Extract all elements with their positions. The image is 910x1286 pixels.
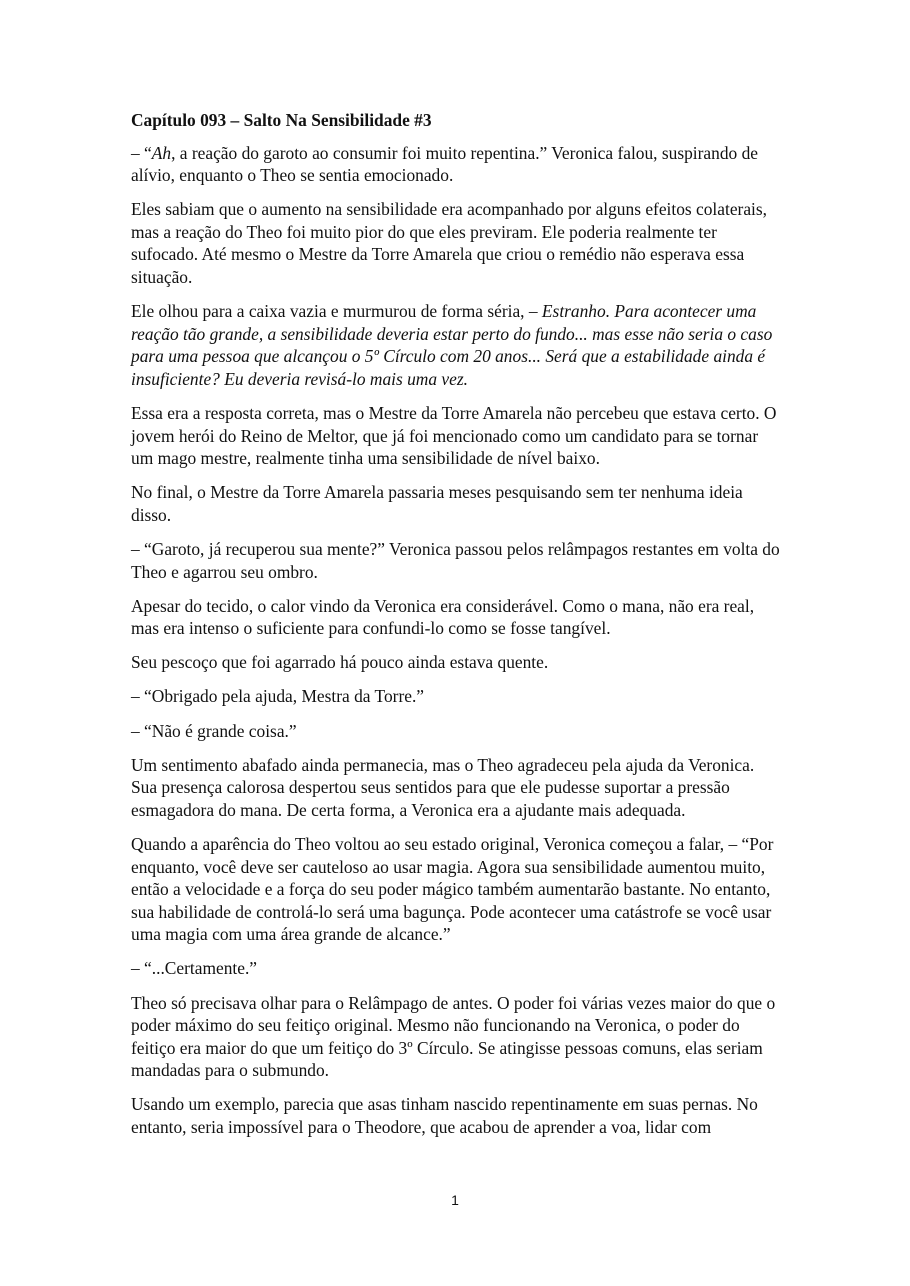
paragraph-4: Essa era a resposta correta, mas o Mestre da Torre Amarela não percebeu que estava certo. O jovem herói do Reino de Meltor, que já foi mencionado como um candidato para se tornar um mago mestre, realmente tinha uma sensibilidade de nível baixo.	[131, 403, 777, 469]
paragraph-5: No final, o Mestre da Torre Amarela passaria meses pesquisando sem ter nenhuma ideia disso.	[131, 482, 743, 525]
chapter-title: Capítulo 093 – Salto Na Sensibilidade #3	[131, 110, 432, 130]
narration-lead: Ele olhou para a caixa vazia e murmurou de forma séria, –	[131, 301, 542, 322]
paragraph-8: Seu pescoço que foi agarrado há pouco ainda estava quente.	[131, 652, 549, 673]
italic-thought: Estranho. Para acontecer uma reação tão grande, a sensibilidade deveria estar perto do fundo... mas esse não seria o caso para uma pessoa que alcançou o 5º Círculo com 20 anos... Será que a estabilidade ainda é insuficiente? Eu deveria revisá-lo mais uma vez.	[131, 301, 773, 389]
chapter-body	[131, 109, 783, 1150]
paragraph-2: Eles sabiam que o aumento na sensibilidade era acompanhado por alguns efeitos colaterais, mas a reação do Theo foi muito pior do que eles previram. Ele poderia realmente ter sufocado. Até mesmo o Mestre da Torre Amarela que criou o remédio não esperava essa situação.	[131, 199, 767, 288]
paragraph-15: Usando um exemplo, parecia que asas tinham nascido repentinamente em suas pernas. No entanto, seria impossível para o Theodore, que acabou de aprender a voa, lidar com	[131, 1094, 758, 1137]
paragraph-10: – “Não é grande coisa.”	[131, 720, 297, 741]
paragraph-7: Apesar do tecido, o calor vindo da Veronica era considerável. Como o mana, não era real, mas era intenso o suficiente para confundi-lo como se fosse tangível.	[131, 595, 755, 639]
paragraph-9: – “Obrigado pela ajuda, Mestra da Torre.”	[131, 686, 425, 707]
paragraph-12: Quando a aparência do Theo voltou ao seu estado original, Veronica começou a falar, – “Por enquanto, você deve ser cauteloso ao usar magia. Agora sua sensibilidade aumentou muito, então a velocidade e a força do seu poder mágico também aumentarão bastante. No entanto, sua habilidade de controlá-lo será uma bagunça. Pode acontecer uma catástrofe se você usar uma magia com uma área grande de alcance.”	[131, 833, 774, 945]
italic-interjection: Ah	[151, 142, 172, 163]
paragraph-1	[131, 142, 783, 187]
paragraph-6: – “Garoto, já recuperou sua mente?” Veronica passou pelos relâmpagos restantes em volta do Theo e agarrou seu ombro.	[131, 539, 780, 582]
page-number: 1	[451, 1192, 459, 1208]
dialogue-rest: , a reação do garoto ao consumir foi muito repentina.” Veronica falou, suspirando de alívio, enquanto o Theo se sentia emocionado.	[131, 142, 758, 186]
paragraph-14: Theo só precisava olhar para o Relâmpago de antes. O poder foi várias vezes maior do que o poder máximo do seu feitiço original. Mesmo não funcionando na Veronica, o poder do feitiço era maior do que um feitiço do 3º Círculo. Se atingisse pessoas comuns, elas seriam mandadas para o submundo.	[131, 992, 776, 1081]
paragraph-11: Um sentimento abafado ainda permanecia, mas o Theo agradeceu pela ajuda da Veronica. Sua presença calorosa despertou seus sentidos para que ele pudesse suportar a pressão esmagadora do mana. De certa forma, a Veronica era a ajudante mais adequada.	[131, 754, 755, 820]
paragraph-3	[131, 300, 783, 390]
paragraph-13: – “...Certamente.”	[131, 958, 258, 979]
dialogue-open: – “	[131, 142, 152, 163]
